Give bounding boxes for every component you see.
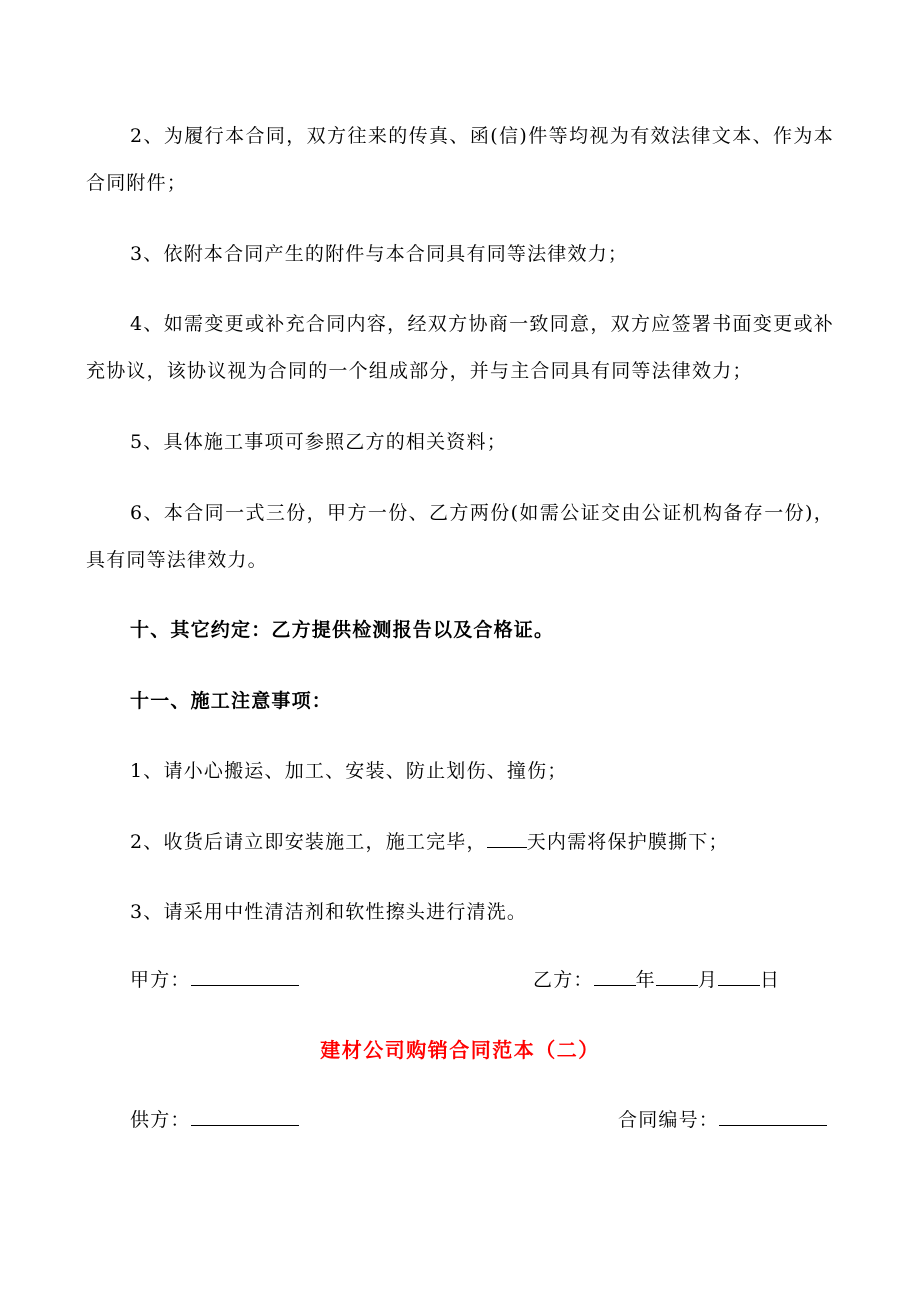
clause-2: 2、为履行本合同，双方往来的传真、函(信)件等均视为有效法律文本、作为本合同附件； <box>86 125 834 194</box>
section-11-heading: 十一、施工注意事项： <box>130 690 333 712</box>
clause-5: 5、具体施工事项可参照乙方的相关资料； <box>130 431 507 453</box>
party-b-signature <box>533 965 780 995</box>
party-a-signature <box>130 965 299 995</box>
contract-number-line <box>618 1105 827 1135</box>
clause-6: 6、本合同一式三份，甲方一份、乙方两份(如需公证交由公证机构备存一份)，具有同等法律效力。 <box>86 502 834 571</box>
supplier-blank <box>191 1105 299 1126</box>
item-2-prefix: 2、收货后请立即安装施工，施工完毕， <box>130 831 487 853</box>
section-10-other-terms: 十、其它约定：乙方提供检测报告以及合格证。 <box>130 619 555 641</box>
contract-number-label: 合同编号： <box>618 1109 720 1131</box>
day-label: 日 <box>760 969 781 991</box>
contract-number-blank <box>719 1105 827 1126</box>
clause-4: 4、如需变更或补充合同内容，经双方协商一致同意，双方应签署书面变更或补充协议，该协议视为合同的一个组成部分，并与主合同具有同等法律效力； <box>86 313 834 382</box>
party-a-blank <box>191 965 299 986</box>
day-blank <box>718 965 760 986</box>
contract-title: 建材公司购销合同范本（二） <box>320 1038 600 1062</box>
days-blank <box>487 827 527 848</box>
supplier-line <box>130 1105 299 1135</box>
section-11-item-2 <box>86 819 834 866</box>
month-label: 月 <box>697 969 719 991</box>
party-a-label: 甲方： <box>130 969 191 991</box>
party-b-label: 乙方： <box>533 969 594 991</box>
section-11-item-1: 1、请小心搬运、加工、安装、防止划伤、撞伤； <box>130 760 568 782</box>
clause-3: 3、依附本合同产生的附件与本合同具有同等法律效力； <box>130 243 629 265</box>
year-label: 年 <box>635 969 656 991</box>
section-11-item-3: 3、请采用中性清洁剂和软性擦头进行清洗。 <box>130 901 528 923</box>
month-blank <box>656 965 698 986</box>
item-2-suffix: 天内需将保护膜撕下； <box>526 831 729 853</box>
year-blank <box>594 965 636 986</box>
supplier-label: 供方： <box>130 1109 191 1131</box>
